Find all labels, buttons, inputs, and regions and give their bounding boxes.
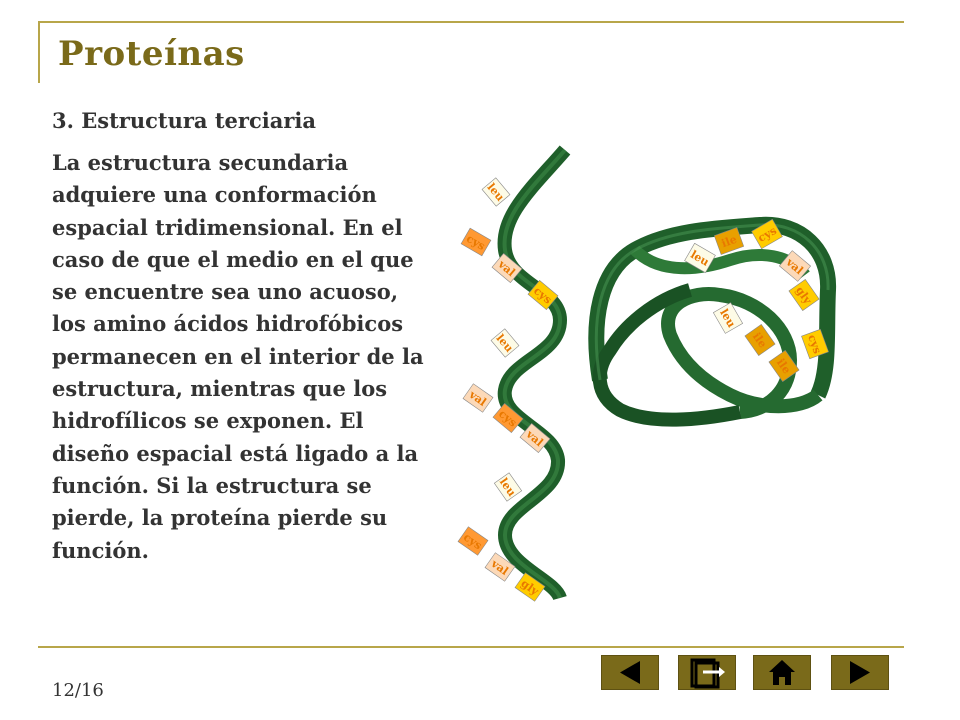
page-number: 12/16 bbox=[52, 680, 104, 701]
amino-label: leu bbox=[496, 475, 519, 499]
body-line: se encuentre sea uno acuoso, bbox=[52, 279, 399, 305]
bottom-divider bbox=[38, 646, 904, 648]
amino-label: gly bbox=[518, 576, 541, 598]
section-subtitle: 3. Estructura terciaria bbox=[52, 108, 316, 133]
helix-tag bbox=[458, 527, 488, 556]
body-line: función. bbox=[52, 537, 149, 563]
body-line: La estructura secundaria bbox=[52, 150, 349, 175]
helix-tag bbox=[461, 228, 491, 256]
amino-label: val bbox=[495, 257, 518, 280]
amino-label: gly bbox=[793, 284, 815, 307]
folded-tag bbox=[789, 279, 819, 310]
amino-label: val bbox=[783, 255, 806, 278]
amino-label: ile bbox=[719, 232, 739, 251]
body-line: los amino ácidos hidrofóbicos bbox=[52, 311, 404, 337]
home-icon bbox=[754, 656, 810, 689]
triangle-left-icon bbox=[602, 656, 658, 689]
folded-tag bbox=[745, 324, 775, 355]
amino-label: leu bbox=[717, 306, 738, 330]
body-line: diseño espacial está ligado a la bbox=[52, 440, 419, 466]
amino-label: leu bbox=[484, 180, 507, 204]
amino-label: ile bbox=[749, 330, 770, 351]
alpha-helix-ribbon bbox=[505, 150, 565, 598]
amino-label: cys bbox=[496, 407, 520, 430]
folded-tag bbox=[713, 303, 742, 334]
body-line: estructura, mientras que los bbox=[52, 376, 388, 402]
exit-door-icon bbox=[679, 656, 735, 689]
protein-illustration bbox=[440, 140, 860, 610]
amino-label: cys bbox=[805, 332, 824, 356]
amino-label: val bbox=[523, 427, 546, 450]
helix-tag bbox=[482, 178, 510, 206]
helix-tag bbox=[494, 473, 521, 501]
home-button[interactable] bbox=[753, 655, 811, 690]
body-line: función. Si la estructura se bbox=[52, 472, 372, 498]
amino-label: cys bbox=[461, 530, 485, 553]
triangle-right-icon bbox=[832, 656, 888, 689]
top-divider bbox=[38, 21, 904, 23]
amino-label: leu bbox=[688, 248, 712, 269]
body-line: adquiere una conformación bbox=[52, 182, 377, 208]
previous-slide-button[interactable] bbox=[601, 655, 659, 690]
exit-button[interactable] bbox=[678, 655, 736, 690]
body-line: permanecen en el interior de la bbox=[52, 343, 424, 369]
page-title: Proteínas bbox=[58, 34, 245, 74]
helix-tag bbox=[463, 384, 493, 413]
body-line: hidrofílicos se exponen. El bbox=[52, 408, 364, 434]
body-line: caso de que el medio en el que bbox=[52, 246, 414, 272]
amino-label: cys bbox=[755, 223, 779, 245]
amino-label: cys bbox=[531, 284, 555, 307]
body-line: pierde, la proteína pierde su bbox=[52, 505, 388, 531]
amino-label: val bbox=[488, 557, 511, 578]
body-line: espacial tridimensional. En el bbox=[52, 214, 403, 240]
body-paragraph bbox=[52, 147, 462, 567]
amino-label: val bbox=[466, 388, 489, 409]
next-slide-button[interactable] bbox=[831, 655, 889, 690]
helix-tag bbox=[491, 329, 519, 357]
amino-label: cys bbox=[464, 231, 488, 253]
amino-label: ile bbox=[773, 356, 794, 377]
amino-label: leu bbox=[493, 331, 516, 355]
left-divider bbox=[38, 21, 40, 83]
